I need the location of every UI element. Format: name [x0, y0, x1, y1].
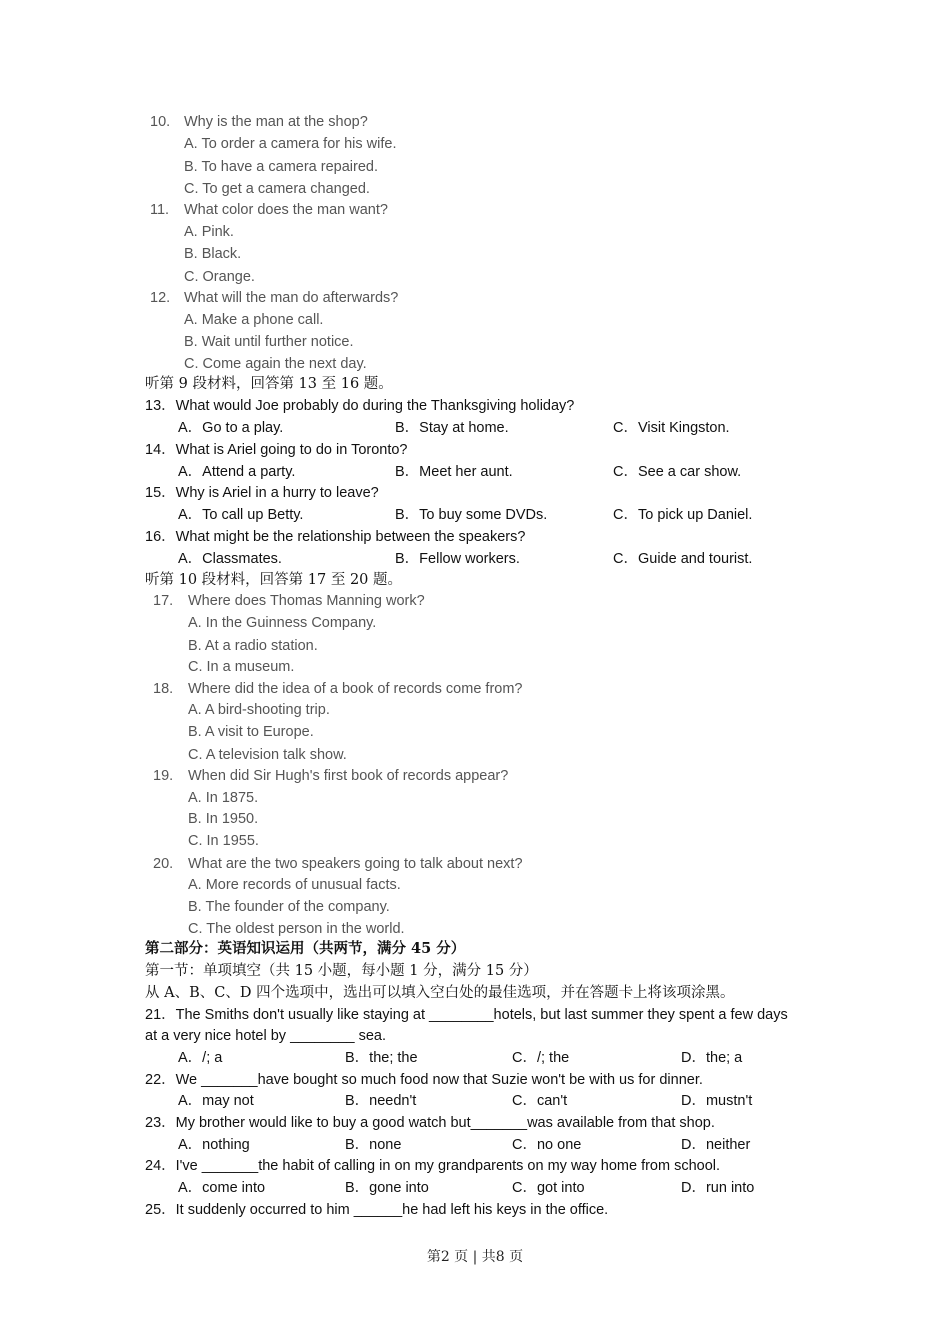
question-13-option-b: B．Stay at home.: [395, 420, 509, 436]
question-23-option-b: B．none: [345, 1137, 402, 1153]
question-19-number: 19.: [153, 768, 174, 784]
question-20-number: 20.: [153, 856, 174, 872]
question-13-option-a: A．Go to a play.: [178, 420, 284, 436]
question-21-line-2: at a very nice hotel by ________ sea.: [145, 1028, 387, 1044]
question-18-number: 18.: [153, 681, 174, 697]
question-21-option-b: B．the; the: [345, 1050, 418, 1066]
question-14-option-c: C．See a car show.: [613, 464, 742, 480]
question-19-option-c: C. In 1955.: [188, 833, 259, 849]
heading-passage-9: 听第 9 段材料，回答第 13 至 16 题。: [145, 376, 393, 392]
question-25-text: 25．It suddenly occurred to him ______he had left his keys in the office.: [145, 1202, 609, 1218]
question-16-text: 16．What might be the relationship between the speakers?: [145, 529, 526, 545]
question-17-text: Where does Thomas Manning work?: [188, 593, 425, 609]
question-11-option-a: A. Pink.: [184, 224, 234, 240]
question-16-option-b: B．Fellow workers.: [395, 551, 520, 567]
question-20-option-a: A. More records of unusual facts.: [188, 877, 401, 893]
question-19-option-b: B. In 1950.: [188, 811, 259, 827]
question-15-option-a: A．To call up Betty.: [178, 507, 304, 523]
question-14-option-a: A．Attend a party.: [178, 464, 296, 480]
question-10-option-b: B. To have a camera repaired.: [184, 159, 378, 175]
question-18-text: Where did the idea of a book of records come from?: [188, 681, 523, 697]
heading-passage-10: 听第 10 段材料，回答第 17 至 20 题。: [145, 572, 403, 588]
question-23-text: 23．My brother would like to buy a good watch but_______was available from that shop.: [145, 1115, 715, 1131]
question-20-option-c: C. The oldest person in the world.: [188, 921, 405, 937]
question-15-option-b: B．To buy some DVDs.: [395, 507, 548, 523]
question-23-option-c: C．no one: [512, 1137, 582, 1153]
question-11-number: 11.: [150, 202, 170, 218]
question-20-option-b: B. The founder of the company.: [188, 899, 390, 915]
question-21-option-d: D．the; a: [681, 1050, 743, 1066]
question-10-number: 10.: [150, 114, 171, 130]
question-16-option-a: A．Classmates.: [178, 551, 282, 567]
question-22-option-c: C．can't: [512, 1093, 568, 1109]
question-17-number: 17.: [153, 593, 174, 609]
question-12-option-b: B. Wait until further notice.: [184, 334, 354, 350]
question-13-text: 13．What would Joe probably do during the Thanksgiving holiday?: [145, 398, 575, 414]
question-17-option-a: A. In the Guinness Company.: [188, 615, 377, 631]
question-21-option-a: A．/; a: [178, 1050, 223, 1066]
question-10-option-c: C. To get a camera changed.: [184, 181, 370, 197]
question-13-option-c: C．Visit Kingston.: [613, 420, 730, 436]
question-15-option-c: C．To pick up Daniel.: [613, 507, 753, 523]
question-24-option-a: A．come into: [178, 1180, 266, 1196]
question-23-option-d: D．neither: [681, 1137, 751, 1153]
question-24-option-c: C．got into: [512, 1180, 585, 1196]
question-11-option-c: C. Orange.: [184, 269, 255, 285]
question-10-option-a: A. To order a camera for his wife.: [184, 136, 397, 152]
question-22-option-a: A．may not: [178, 1093, 254, 1109]
page-footer: 第2 页 | 共8 页: [426, 1249, 524, 1265]
question-24-text: 24．I've _______the habit of calling in on my grandparents on my way home from school.: [145, 1158, 721, 1174]
question-22-option-b: B．needn't: [345, 1093, 417, 1109]
question-17-option-c: C. In a museum.: [188, 659, 295, 675]
part-2-title: 第二部分：英语知识运用（共两节，满分 45 分）: [145, 940, 466, 957]
question-12-text: What will the man do afterwards?: [184, 290, 399, 306]
question-22-text: 22．We _______have bought so much food now that Suzie won't be with us for dinner.: [145, 1072, 703, 1088]
question-10-text: Why is the man at the shop?: [184, 114, 368, 130]
question-18-option-a: A. A bird-shooting trip.: [188, 702, 330, 718]
question-12-option-a: A. Make a phone call.: [184, 312, 324, 328]
question-21-line-1: 21．The Smiths don't usually like staying at ________hotels, but last summer they spent a few days: [145, 1007, 788, 1023]
question-12-option-c: C. Come again the next day.: [184, 356, 367, 372]
question-23-option-a: A．nothing: [178, 1137, 250, 1153]
section-1-title: 第一节：单项填空（共 15 小题，每小题 1 分，满分 15 分）: [145, 963, 538, 979]
question-15-text: 15．Why is Ariel in a hurry to leave?: [145, 485, 379, 501]
question-19-text: When did Sir Hugh's first book of records appear?: [188, 768, 509, 784]
question-18-option-b: B. A visit to Europe.: [188, 724, 314, 740]
question-11-option-b: B. Black.: [184, 246, 242, 262]
question-22-option-d: D．mustn't: [681, 1093, 753, 1109]
question-16-option-c: C．Guide and tourist.: [613, 551, 753, 567]
question-11-text: What color does the man want?: [184, 202, 388, 218]
question-20-text: What are the two speakers going to talk about next?: [188, 856, 523, 872]
question-14-option-b: B．Meet her aunt.: [395, 464, 513, 480]
question-12-number: 12.: [150, 290, 171, 306]
section-1-instruction: 从 A、B、C、D 四个选项中，选出可以填入空白处的最佳选项，并在答题卡上将该项涂黑。: [145, 985, 735, 1001]
question-19-option-a: A. In 1875.: [188, 790, 259, 806]
question-14-text: 14．What is Ariel going to do in Toronto?: [145, 442, 408, 458]
question-21-option-c: C．/; the: [512, 1050, 570, 1066]
question-24-option-b: B．gone into: [345, 1180, 429, 1196]
question-18-option-c: C. A television talk show.: [188, 747, 347, 763]
question-17-option-b: B. At a radio station.: [188, 638, 318, 654]
question-24-option-d: D．run into: [681, 1180, 755, 1196]
